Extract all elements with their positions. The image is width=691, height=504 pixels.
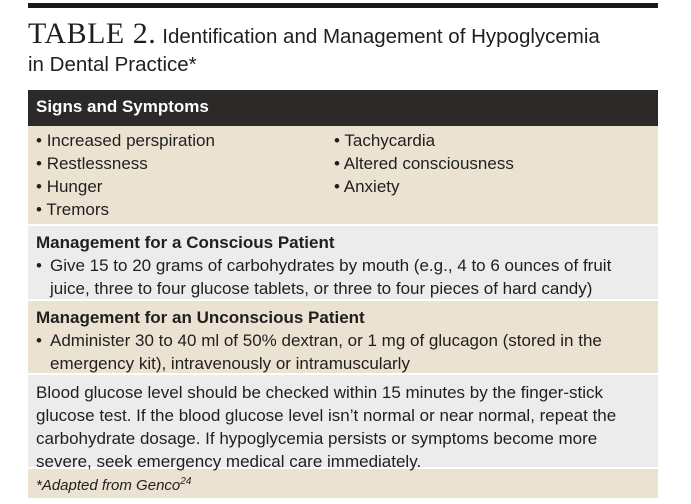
- list-item: • Tremors: [36, 200, 110, 219]
- title-line-2: in Dental Practice*: [28, 53, 197, 76]
- list-item: • Administer 30 to 40 ml of 50% dextran, or 1 mg of glucagon (stored in the emergency kit), intravenously or intramuscularly: [36, 331, 602, 373]
- signs-section: [28, 126, 658, 224]
- table-figure: [28, 0, 658, 498]
- footnote-text: *Adapted from Genco: [36, 477, 181, 494]
- footnote: [28, 469, 658, 498]
- footnote-ref: 24: [180, 476, 192, 487]
- list-item: • Restlessness: [36, 154, 148, 173]
- title-line-1: Identification and Management of Hypoglycemia: [162, 25, 600, 48]
- conscious-section: [28, 226, 658, 299]
- list-item: • Hunger: [36, 177, 103, 196]
- conscious-header: Management for a Conscious Patient: [36, 233, 335, 252]
- list-item: • Increased perspiration: [36, 131, 215, 150]
- list-item: • Altered consciousness: [334, 154, 514, 173]
- unconscious-header: Management for an Unconscious Patient: [36, 308, 365, 327]
- unconscious-section: [28, 301, 658, 373]
- signs-header: Signs and Symptoms: [28, 90, 658, 126]
- table-title: [28, 8, 658, 78]
- table-number: TABLE 2.: [28, 17, 157, 50]
- list-item: • Tachycardia: [334, 131, 436, 150]
- signs-left-column: [36, 129, 215, 221]
- signs-right-column: [334, 129, 514, 198]
- glucose-note: [28, 375, 658, 471]
- note-text: Blood glucose level should be checked within 15 minutes by the finger-stick glucose test. If the blood glucose level isn’t normal or near normal, repeat the carbohydrate dosage. If hypoglycemia persists or symptoms become more severe, seek emergency medical care immediately.: [36, 383, 617, 471]
- list-item: • Give 15 to 20 grams of carbohydrates by mouth (e.g., 4 to 6 ounces of fruit juice, three to four glucose tablets, or three to four pieces of hard candy): [36, 256, 612, 298]
- list-item: • Anxiety: [334, 177, 400, 196]
